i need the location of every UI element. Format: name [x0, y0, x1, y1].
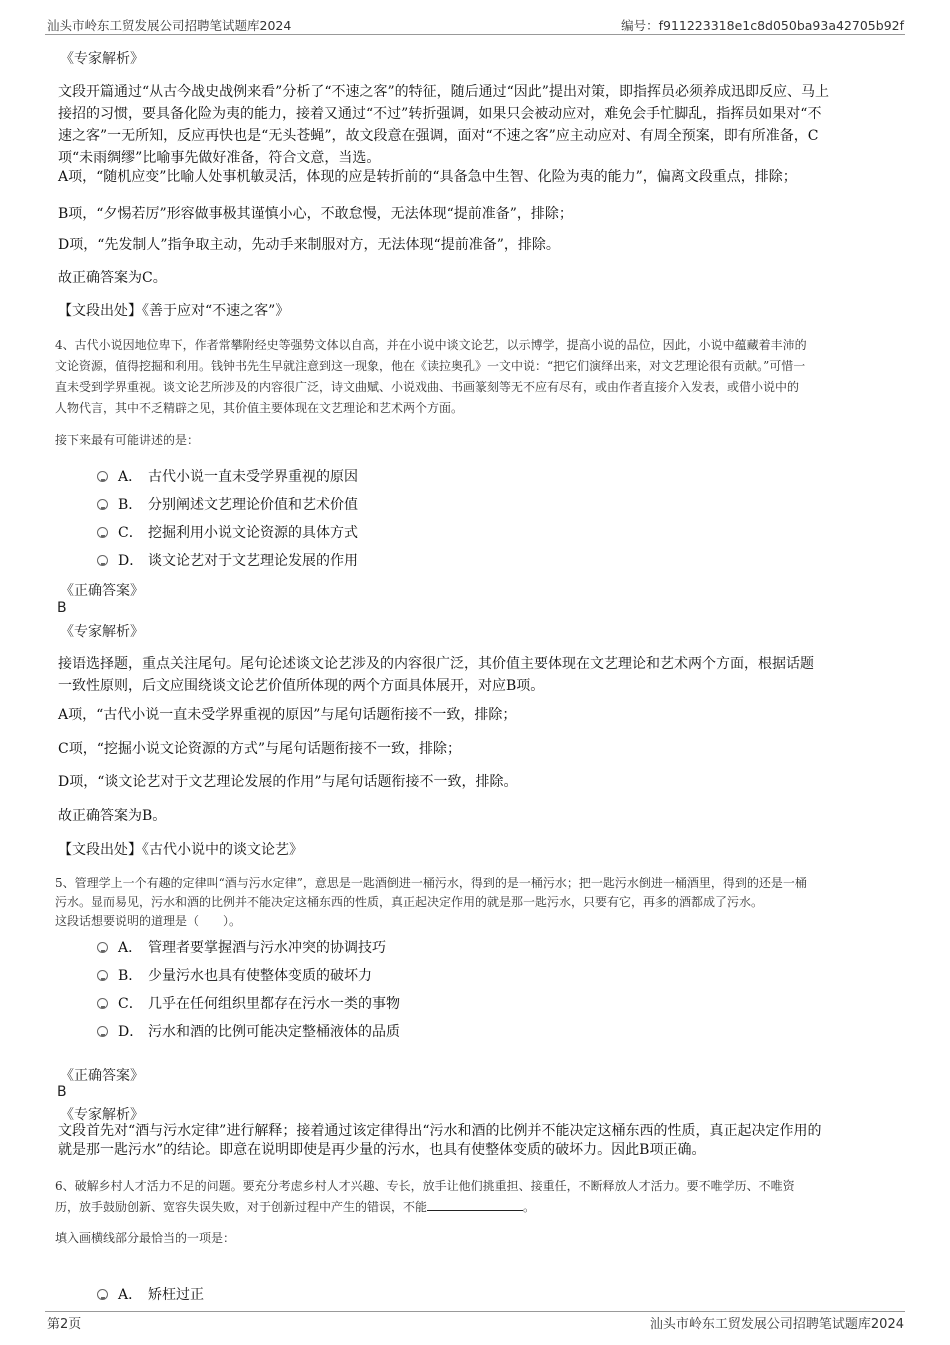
- radio-icon[interactable]: [97, 942, 108, 953]
- q3-source: 【文段出处】《善于应对“不速之客”》: [58, 303, 290, 319]
- q5-answer-label: 《正确答案》: [60, 1068, 144, 1084]
- q4-analysis-label: 《专家解析》: [60, 624, 144, 640]
- header-divider: [45, 34, 905, 35]
- option-text: 矫枉过正: [148, 1287, 204, 1303]
- q5-analysis-label: 《专家解析》: [60, 1107, 144, 1123]
- text-line: 接语选择题，重点关注尾句。尾句论述谈文论艺涉及的内容很广泛，其价值主要体现在文艺理论和艺术两个方面，根据话题: [58, 656, 814, 672]
- q3-analysis-label: 《专家解析》: [60, 51, 144, 67]
- q4-answer: B: [57, 600, 67, 616]
- option-key: A．: [118, 1287, 143, 1303]
- q3-option-b-note: B项，“夕惕若厉”形容做事极其谨慎小心，不敢怠慢，无法体现“提前准备”，排除；: [58, 206, 573, 222]
- option-key: D．: [118, 553, 144, 569]
- q4-option-d-note: D项，“谈文论艺对于文艺理论发展的作用”与尾句话题衔接不一致，排除。: [58, 774, 518, 790]
- option-text: 几乎在任何组织里都存在污水一类的事物: [148, 996, 400, 1012]
- q6-question: 填入画横线部分最恰当的一项是：: [55, 1231, 236, 1245]
- text-line: 4、古代小说因地位卑下，作者常攀附经史等强势文体以自高，并在小说中谈文论艺，以示博学，提高小说的品位，因此，小说中蕴藏着丰沛的: [55, 338, 807, 352]
- option-key: A．: [118, 940, 143, 956]
- radio-icon[interactable]: [97, 471, 108, 482]
- text-line: 一致性原则，后文应围绕谈文论艺价值所体现的两个方面具体展开，对应B项。: [58, 678, 545, 694]
- option-text: 谈文论艺对于文艺理论发展的作用: [148, 553, 358, 569]
- q5-option-c[interactable]: [97, 993, 400, 1013]
- q5-option-b[interactable]: [97, 965, 372, 985]
- q4-stem: [55, 335, 807, 419]
- q4-question: 接下来最有可能讲述的是：: [55, 433, 200, 447]
- option-text: 挖掘利用小说文论资源的具体方式: [148, 525, 358, 541]
- q5-option-a[interactable]: [97, 937, 386, 957]
- text-line: 直未受到学界重视。谈文论艺所涉及的内容很广泛，诗文曲赋、小说戏曲、书画篆刻等无不应有尽有，或由作者直接介入发表，或借小说中的: [55, 380, 800, 394]
- radio-icon[interactable]: [97, 1289, 108, 1300]
- radio-icon[interactable]: [97, 499, 108, 510]
- text-line: 污水。显而易见，污水和酒的比例并不能决定这桶东西的性质，真正起决定作用的就是那一匙污水，只要有它，再多的酒都成了污水。: [55, 895, 764, 909]
- q4-option-b[interactable]: [97, 494, 358, 514]
- q3-conclusion: 故正确答案为C。: [58, 270, 167, 286]
- q4-answer-label: 《正确答案》: [60, 583, 144, 599]
- q4-conclusion: 故正确答案为B。: [58, 808, 167, 824]
- text-line: 文段开篇通过“从古今战史战例来看”分析了“不速之客”的特征，随后通过“因此”提出对策，即指挥员必须养成迅即反应、马上: [58, 84, 829, 100]
- q5-answer: B: [57, 1084, 67, 1100]
- option-key: B．: [118, 968, 143, 984]
- q4-option-c-note: C项，“挖掘小说文论资源的方式”与尾句话题衔接不一致，排除；: [58, 741, 462, 757]
- text-line: 接招的习惯，要具备化险为夷的能力，接着又通过“不过”转折强调，如果只会被动应对，难免会手忙脚乱，指挥员如果对“不: [58, 106, 822, 122]
- radio-icon[interactable]: [97, 1026, 108, 1037]
- q4-option-d[interactable]: [97, 550, 358, 570]
- option-key: C．: [118, 996, 143, 1012]
- answer-blank: [427, 1198, 523, 1211]
- q3-option-d-note: D项，“先发制人”指争取主动，先动手来制服对方，无法体现“提前准备”，排除。: [58, 237, 560, 253]
- stem-text: 。: [523, 1200, 536, 1214]
- q5-analysis: [58, 1122, 821, 1160]
- text-line: 速之客”一无所知，反应再快也是“无头苍蝇”，故文段意在强调，面对“不速之客”应主动应对、有周全预案，即有所准备，C: [58, 128, 819, 144]
- q6-option-a[interactable]: [97, 1284, 204, 1304]
- radio-icon[interactable]: [97, 970, 108, 981]
- q3-analysis: [58, 81, 829, 169]
- footer-title: 汕头市岭东工贸发展公司招聘笔试题库2024: [649, 1317, 904, 1332]
- option-text: 古代小说一直未受学界重视的原因: [148, 469, 358, 485]
- text-line: 6、破解乡村人才活力不足的问题。要充分考虑乡村人才兴趣、专长，放手让他们挑重担、接重任，不断释放人才活力。要不唯学历、不唯资: [55, 1179, 795, 1193]
- q4-option-a[interactable]: [97, 466, 358, 486]
- radio-icon[interactable]: [97, 555, 108, 566]
- option-key: B．: [118, 497, 143, 513]
- header-title: 汕头市岭东工贸发展公司招聘笔试题库2024: [47, 18, 292, 33]
- q6-stem: [55, 1176, 795, 1218]
- q3-option-a-note: A项，“随机应变”比喻人处事机敏灵活，体现的应是转折前的“具备急中生智、化险为夷的能力”，偏离文段重点，排除；: [58, 169, 797, 185]
- option-text: 分别阐述文艺理论价值和艺术价值: [148, 497, 358, 513]
- stem-text: 历，放手鼓励创新、宽容失误失败，对于创新过程中产生的错误，不能: [55, 1200, 428, 1214]
- radio-icon[interactable]: [97, 998, 108, 1009]
- q4-source: 【文段出处】《古代小说中的谈文论艺》: [58, 842, 303, 858]
- option-key: C．: [118, 525, 143, 541]
- option-text: 污水和酒的比例可能决定整桶液体的品质: [148, 1024, 400, 1040]
- text-line: 就是那一匙污水”的结论。即意在说明即使是再少量的污水，也具有使整体变质的破坏力。因此B项正确。: [58, 1142, 706, 1158]
- option-key: A．: [118, 469, 143, 485]
- q4-option-c[interactable]: [97, 522, 358, 542]
- text-line: 文论资源，值得挖掘和利用。钱钟书先生早就注意到这一现象，他在《读拉奥孔》一文中说：“把它们演绎出来，对文艺理论很有贡献。”可惜一: [55, 359, 806, 373]
- text-line: [55, 1197, 795, 1218]
- option-key: D．: [118, 1024, 144, 1040]
- text-line: 5、管理学上一个有趣的定律叫“酒与污水定律”，意思是一匙酒倒进一桶污水，得到的是一桶污水；把一匙污水倒进一桶酒里，得到的还是一桶: [55, 876, 807, 890]
- option-text: 管理者要掌握酒与污水冲突的协调技巧: [148, 940, 386, 956]
- q4-analysis: [58, 653, 814, 697]
- text-line: 文段首先对“酒与污水定律”进行解释；接着通过该定律得出“污水和酒的比例并不能决定这桶东西的性质，真正起决定作用的: [58, 1123, 822, 1139]
- q4-option-a-note: A项，“古代小说一直未受学界重视的原因”与尾句话题衔接不一致，排除；: [58, 707, 517, 723]
- header-doc-id: 编号：f911223318e1c8d050ba93a42705b92f: [621, 18, 904, 33]
- text-line: 人物代言，其中不乏精辟之见，其价值主要体现在文艺理论和艺术两个方面。: [55, 401, 464, 415]
- radio-icon[interactable]: [97, 527, 108, 538]
- option-text: 少量污水也具有使整体变质的破坏力: [148, 968, 372, 984]
- text-line: 项“未雨绸缪”比喻事先做好准备，符合文意，当选。: [58, 150, 381, 166]
- q5-stem: [55, 874, 807, 931]
- q5-option-d[interactable]: [97, 1021, 400, 1041]
- footer-divider: [45, 1311, 905, 1312]
- text-line: 这段话想要说明的道理是（ ）。: [55, 914, 242, 928]
- page-number: 第2页: [47, 1317, 82, 1332]
